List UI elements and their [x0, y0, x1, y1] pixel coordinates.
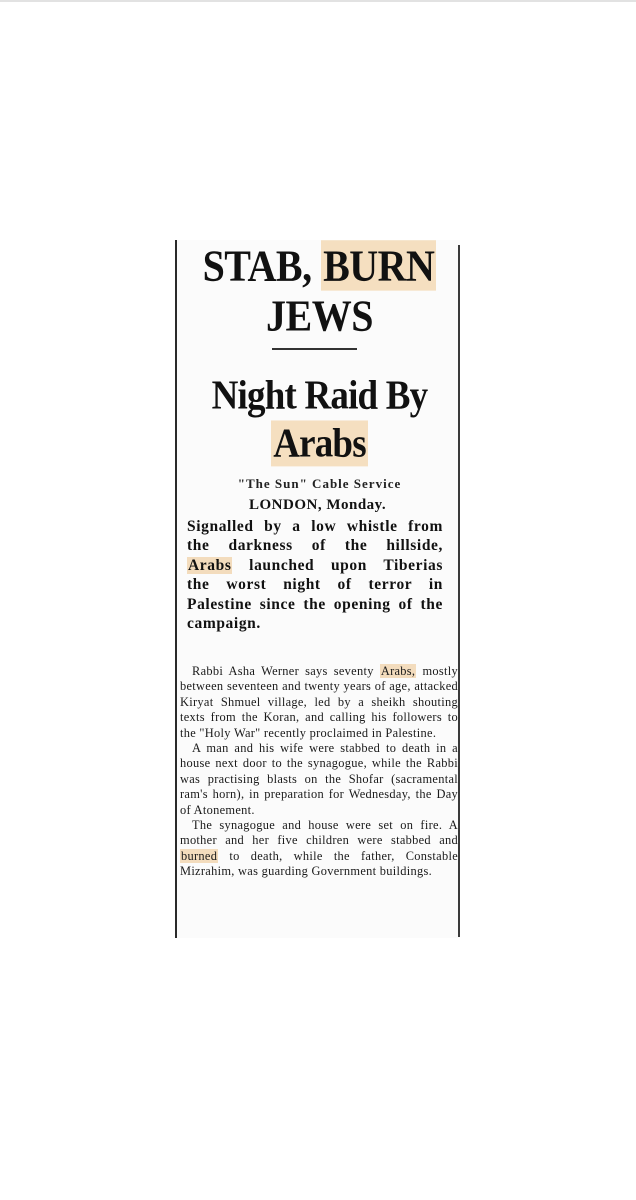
- subheadline-highlight-arabs: Arabs: [273, 420, 366, 467]
- body-p3-text-a: The synagogue and house were set on fire. A mother and her five children were stabbed and: [180, 818, 458, 848]
- article-body: [180, 664, 458, 880]
- subheadline-line-1: Night Raid By: [211, 372, 428, 419]
- body-paragraph-3: [180, 818, 458, 880]
- body-paragraph-2: A man and his wife were stabbed to death in a house next door to the synagogue, while the Rabbi was practising blasts on the Shofar (sacramental ram's horn), in preparation for Wednesday, the Day of Atonement.: [180, 741, 458, 817]
- lead-highlight-arabs: Arabs: [188, 556, 232, 574]
- body-p1-highlight-arabs: Arabs,: [380, 664, 416, 678]
- headline-line-1: [177, 241, 462, 290]
- lead-paragraph: [187, 517, 443, 633]
- body-p3-highlight-burned: burned: [181, 848, 218, 863]
- newspaper-clipping: [175, 240, 460, 938]
- lead-text-2: launched upon Tiberias the worst night of terror in Palestine since the opening of the campaign.: [187, 556, 443, 633]
- top-border: [0, 0, 636, 2]
- headline-word-stab: STAB,: [202, 240, 312, 291]
- column-rule: [458, 245, 460, 937]
- body-p3-text-b: to death, while the father, Constable Mizrahim, was guarding Government buildings.: [180, 848, 458, 879]
- headline-line-2: JEWS: [266, 290, 373, 341]
- dateline: LONDON, Monday.: [249, 497, 387, 513]
- body-paragraph-1: [180, 664, 458, 741]
- body-p1-text-a: Rabbi Asha Werner says seventy: [192, 664, 374, 678]
- lead-text-1: Signalled by a low whistle from the darkness of the hillside,: [187, 518, 443, 555]
- headline-divider: [272, 348, 357, 350]
- cable-credit: "The Sun" Cable Service: [237, 476, 402, 491]
- subheadline-line-2: [177, 419, 462, 468]
- body-p1-text-b: mostly between seventeen and twenty years of age, attacked Kiryat Shmuel village, led by a sheikh shouting texts from the Koran, and calling his followers to the "Holy War" recently proclaimed in Palestine.: [180, 664, 458, 740]
- headline-highlight-burn: BURN: [323, 240, 435, 291]
